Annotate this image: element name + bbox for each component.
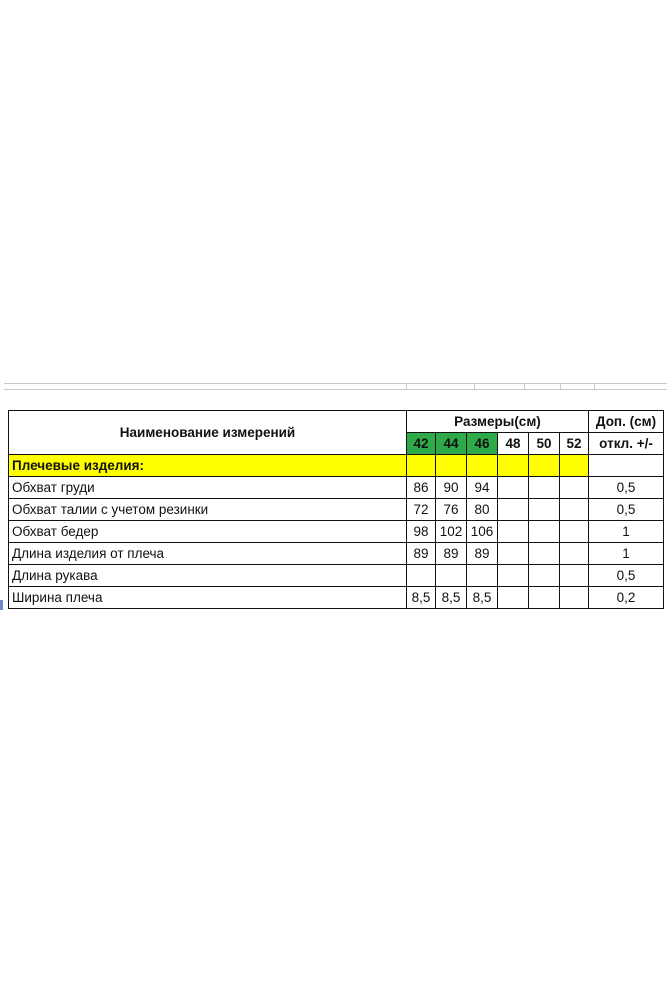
row-name: Длина изделия от плеча — [9, 543, 407, 565]
size-46: 46 — [467, 433, 498, 455]
table-row: Длина изделия от плеча 89 89 89 1 — [9, 543, 664, 565]
row-tolerance: 1 — [589, 521, 664, 543]
header-row-1 — [9, 411, 664, 433]
size-48: 48 — [498, 433, 529, 455]
selection-marker — [0, 600, 3, 610]
table-row: Обхват бедер 98 102 106 1 — [9, 521, 664, 543]
table-row: Обхват груди 86 90 94 0,5 — [9, 477, 664, 499]
row-tolerance: 1 — [589, 543, 664, 565]
size-42: 42 — [407, 433, 436, 455]
size-52: 52 — [560, 433, 589, 455]
empty-row — [4, 389, 667, 412]
sizes-header: Размеры(см) — [407, 411, 589, 433]
row-tolerance: 0,5 — [589, 499, 664, 521]
row-name: Длина рукава — [9, 565, 407, 587]
measure-name-header: Наименование измерений — [9, 411, 407, 455]
section-label: Плечевые изделия: — [9, 455, 407, 477]
section-row — [9, 455, 664, 477]
size-chart-table — [8, 410, 664, 609]
tolerance-header-bottom: откл. +/- — [589, 433, 664, 455]
row-tolerance: 0,5 — [589, 565, 664, 587]
row-name: Ширина плеча — [9, 587, 407, 609]
size-50: 50 — [529, 433, 560, 455]
table-row: Обхват талии с учетом резинки 72 76 80 0,5 — [9, 499, 664, 521]
spreadsheet-area — [4, 383, 667, 615]
table-row: Ширина плеча 8,5 8,5 8,5 0,2 — [9, 587, 664, 609]
size-44: 44 — [436, 433, 467, 455]
row-name: Обхват бедер — [9, 521, 407, 543]
row-name: Обхват груди — [9, 477, 407, 499]
row-tolerance: 0,5 — [589, 477, 664, 499]
tolerance-header-top: Доп. (см) — [589, 411, 664, 433]
row-name: Обхват талии с учетом резинки — [9, 499, 407, 521]
table-row — [9, 565, 664, 587]
row-tolerance: 0,2 — [589, 587, 664, 609]
